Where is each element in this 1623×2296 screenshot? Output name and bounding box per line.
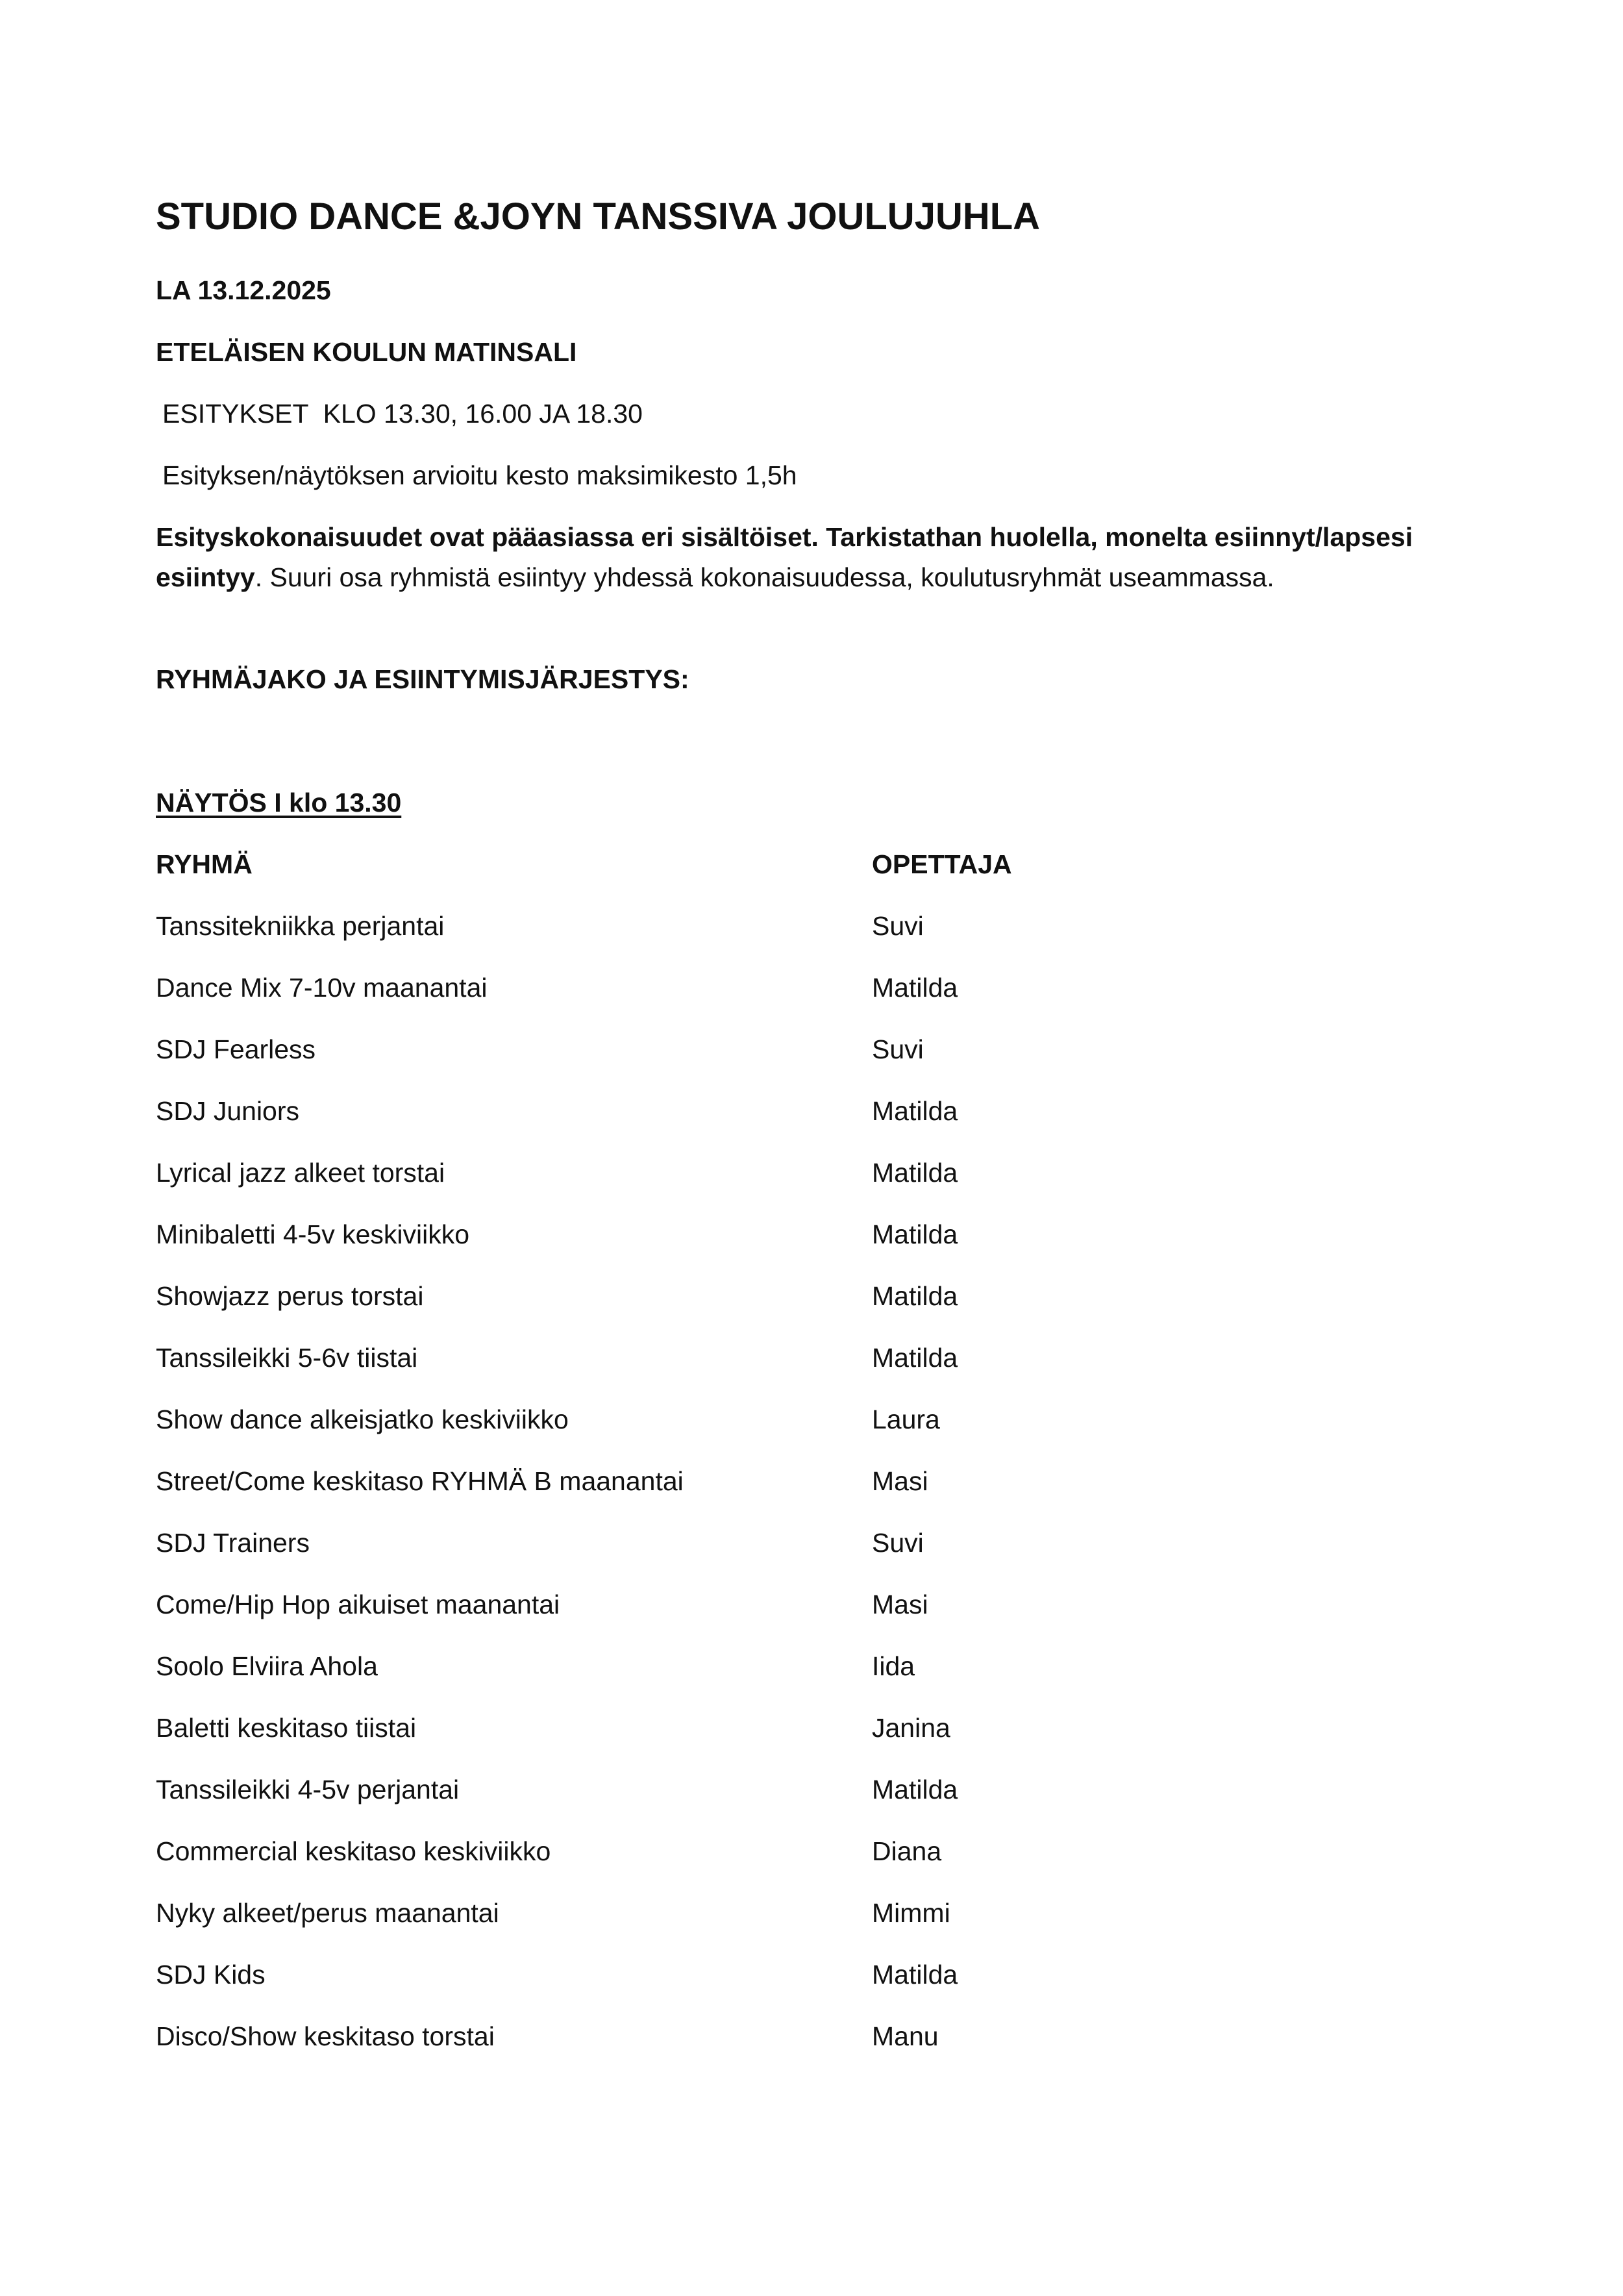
table-row-group: Tanssileikki 4-5v perjantai [156, 1775, 460, 1804]
table-row-teacher: Matilda [872, 973, 958, 1003]
table-row-teacher: Suvi [872, 911, 924, 941]
table-row-group: SDJ Kids [156, 1960, 266, 1990]
table-row-group: SDJ Juniors [156, 1096, 300, 1126]
table-row-teacher: Matilda [872, 1775, 958, 1804]
table-row-teacher: Masi [872, 1466, 928, 1496]
show-title: NÄYTÖS I klo 13.30 [156, 788, 402, 817]
column-header-teacher: OPETTAJA [872, 849, 1012, 879]
table-row-teacher: Iida [872, 1651, 915, 1681]
table-row-group: Come/Hip Hop aikuiset maanantai [156, 1590, 560, 1619]
table-row-group: Minibaletti 4-5v keskiviikko [156, 1219, 470, 1249]
table-row-teacher: Diana [872, 1836, 942, 1866]
table-row-group: Dance Mix 7-10v maanantai [156, 973, 488, 1003]
table-row-teacher: Mimmi [872, 1898, 950, 1928]
table-row-group: SDJ Trainers [156, 1528, 310, 1558]
table-row-teacher: Matilda [872, 1281, 958, 1311]
table-row-group: Baletti keskitaso tiistai [156, 1713, 417, 1743]
table-row-teacher: Suvi [872, 1528, 924, 1558]
column-header-group: RYHMÄ [156, 849, 253, 879]
table-row-group: Street/Come keskitaso RYHMÄ B maanantai [156, 1466, 684, 1496]
table-row-group: Tanssitekniikka perjantai [156, 911, 445, 941]
table-row-teacher: Matilda [872, 1960, 958, 1990]
table-row-teacher: Manu [872, 2021, 939, 2051]
intro-bold-text: Esityskokonaisuudet ovat pääasiassa eri sisältöiset. Tarkistathan huolella, monelta esiinnyt/lapsesi esiintyy [156, 522, 1413, 592]
event-showtimes: ESITYKSET KLO 13.30, 16.00 JA 18.30 [162, 399, 643, 429]
table-row-group: Show dance alkeisjatko keskiviikko [156, 1404, 569, 1434]
table-row-group: Soolo Elviira Ahola [156, 1651, 378, 1681]
table-row-teacher: Matilda [872, 1158, 958, 1188]
table-row-teacher: Matilda [872, 1343, 958, 1373]
table-row-group: Disco/Show keskitaso torstai [156, 2021, 495, 2051]
table-row-group: Showjazz perus torstai [156, 1281, 424, 1311]
event-duration: Esityksen/näytöksen arvioitu kesto maksimikesto 1,5h [162, 460, 797, 490]
table-row-group: Lyrical jazz alkeet torstai [156, 1158, 445, 1188]
table-row-teacher: Matilda [872, 1096, 958, 1126]
intro-paragraph [156, 517, 1493, 597]
table-row-group: SDJ Fearless [156, 1034, 316, 1064]
event-venue: ETELÄISEN KOULUN MATINSALI [156, 337, 577, 367]
page-title: STUDIO DANCE &JOYN TANSSIVA JOULUJUHLA [156, 195, 1041, 238]
table-row-teacher: Laura [872, 1404, 940, 1434]
table-row-group: Commercial keskitaso keskiviikko [156, 1836, 551, 1866]
intro-normal-text: . Suuri osa ryhmistä esiintyy yhdessä kokonaisuudessa, koulutusryhmät useammassa. [254, 562, 1274, 592]
table-row-teacher: Suvi [872, 1034, 924, 1064]
table-row-group: Nyky alkeet/perus maanantai [156, 1898, 499, 1928]
table-row-group: Tanssileikki 5-6v tiistai [156, 1343, 418, 1373]
table-row-teacher: Janina [872, 1713, 950, 1743]
table-row-teacher: Matilda [872, 1219, 958, 1249]
division-heading: RYHMÄJAKO JA ESIINTYMISJÄRJESTYS: [156, 664, 689, 694]
event-date: LA 13.12.2025 [156, 275, 331, 305]
table-row-teacher: Masi [872, 1590, 928, 1619]
